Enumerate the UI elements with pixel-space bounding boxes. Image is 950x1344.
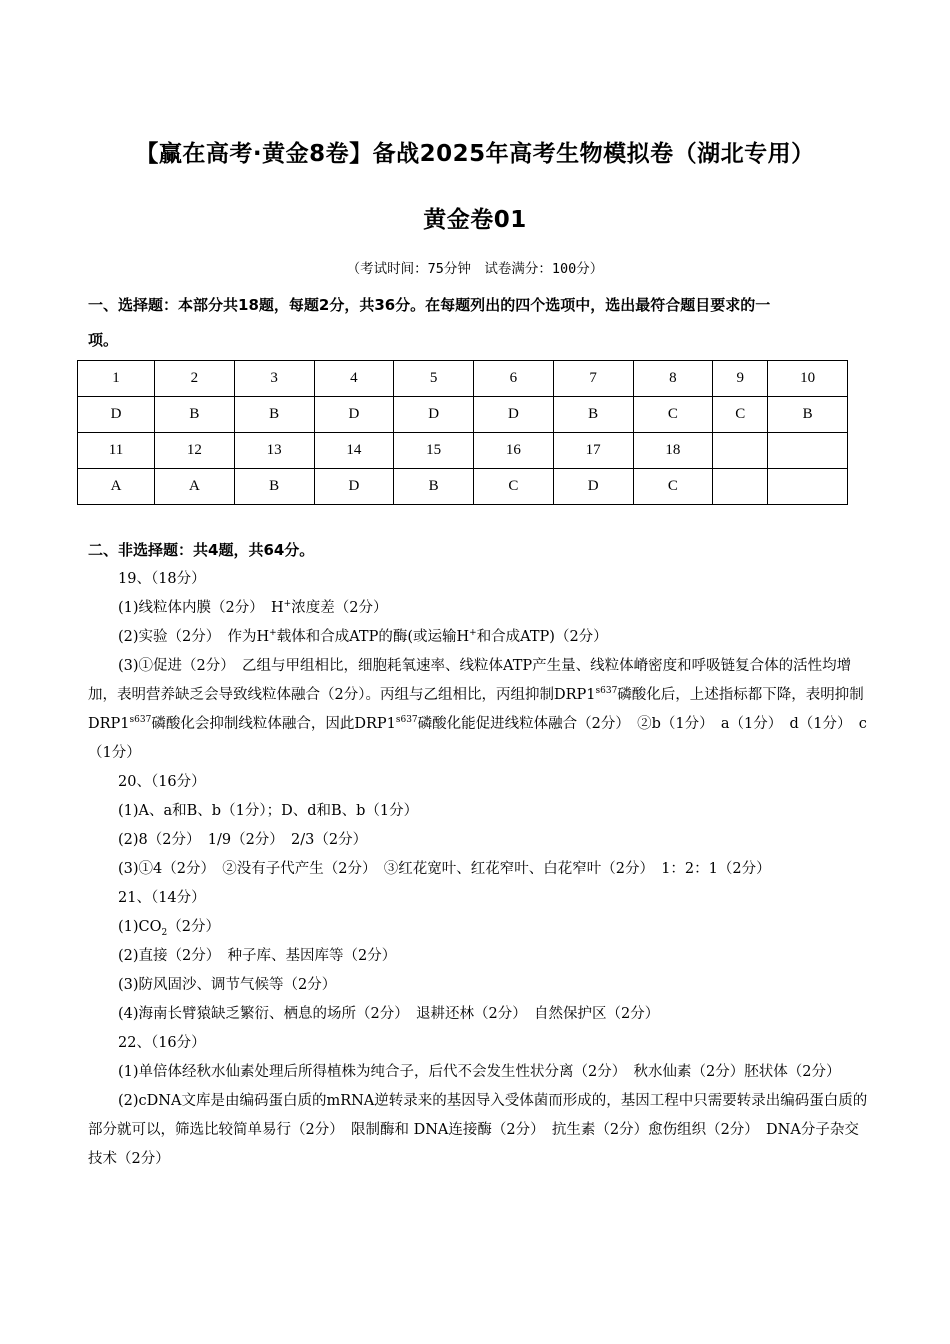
- answer-cell: A: [155, 469, 235, 505]
- answer-cell: C: [713, 397, 768, 433]
- question-number-cell: 5: [394, 361, 474, 397]
- q19-heading: 19、（18分）: [118, 571, 206, 587]
- question-number-cell: 18: [633, 433, 713, 469]
- answer-cell: C: [633, 397, 713, 433]
- q22-answer-1: (1)单倍体经秋水仙素处理后所得植株为纯合子，后代不会发生性状分离（2分） 秋水仙素（2分）胚状体（2分）: [118, 1064, 841, 1080]
- section1-heading: [88, 288, 868, 358]
- table-row: [78, 397, 848, 433]
- answer-cell: B: [553, 397, 633, 433]
- question-number-cell: 11: [78, 433, 155, 469]
- section1-heading-line2: 项。: [88, 331, 119, 349]
- question-number-cell: [768, 433, 848, 469]
- question-number-cell: 8: [633, 361, 713, 397]
- page-title: 【赢在高考·黄金8卷】备战2025年高考生物模拟卷（湖北专用）: [135, 141, 815, 167]
- q21-answer-2: (2)直接（2分） 种子库、基因库等（2分）: [118, 948, 397, 964]
- question-number-cell: 3: [234, 361, 314, 397]
- q21-answer-1: $(1)CO_2(2$分）: [118, 919, 220, 938]
- answer-cell: D: [314, 397, 394, 433]
- q19-answer-1: (1)线粒体内膜（2分） H+浓度差（2分）: [118, 599, 388, 616]
- q20-answer-1: (1)A、a和B、b（1分）；D、d和B、b（1分）: [118, 803, 419, 819]
- answer-cell: [768, 469, 848, 505]
- q19-answer-2: (2)实验（2分） 作为H+载体和合成ATP的酶(或运输H+和合成ATP)（2分）: [118, 628, 608, 645]
- answer-cell: A: [78, 469, 155, 505]
- question-number-cell: 2: [155, 361, 235, 397]
- table-row: [78, 433, 848, 469]
- answer-cell: B: [234, 469, 314, 505]
- question-number-cell: [713, 433, 768, 469]
- exam-info: （考试时间：75分钟 试卷满分：100分）: [346, 261, 604, 277]
- answer-cell: D: [314, 469, 394, 505]
- answer-cell: [713, 469, 768, 505]
- answer-cell: D: [394, 397, 474, 433]
- question-number-cell: 13: [234, 433, 314, 469]
- question-number-cell: 9: [713, 361, 768, 397]
- answer-cell: D: [78, 397, 155, 433]
- answer-cell: D: [474, 397, 554, 433]
- question-number-cell: 10: [768, 361, 848, 397]
- q21-answer-4: (4)海南长臂猿缺乏繁衍、栖息的场所（2分） 退耕还林（2分） 自然保护区（2分）: [118, 1006, 660, 1022]
- section2-heading: 二、非选择题：共4题，共64分。: [88, 541, 315, 559]
- q22-heading: 22、（16分）: [118, 1035, 206, 1051]
- q21-answer-3: (3)防风固沙、调节气候等（2分）: [118, 977, 337, 993]
- answer-cell: B: [768, 397, 848, 433]
- section2-body: [88, 565, 868, 1174]
- answer-cell: B: [234, 397, 314, 433]
- answer-cell: C: [474, 469, 554, 505]
- table-row: [78, 361, 848, 397]
- answer-cell: B: [155, 397, 235, 433]
- q21-heading: 21、（14分）: [118, 890, 206, 906]
- question-number-cell: 4: [314, 361, 394, 397]
- page-subtitle: 黄金卷01: [423, 207, 527, 233]
- q20-answer-3: (3)①4（2分） ②没有子代产生（2分） ③红花宽叶、红花窄叶、白花窄叶（2分） 1：2：1（2分）: [118, 861, 771, 877]
- answer-cell: D: [553, 469, 633, 505]
- q20-answer-2: (2)8（2分） 1/9（2分） 2/3（2分）: [118, 832, 368, 848]
- answer-cell: C: [633, 469, 713, 505]
- answer-table: [77, 360, 848, 505]
- section1-heading-line1: 一、选择题：本部分共18题，每题2分，共36分。在每题列出的四个选项中，选出最符合题目要求的一: [88, 296, 771, 314]
- question-number-cell: 15: [394, 433, 474, 469]
- question-number-cell: 16: [474, 433, 554, 469]
- question-number-cell: 7: [553, 361, 633, 397]
- q19-answer-3: (3)①促进（2分） 乙组与甲组相比，细胞耗氧速率、线粒体ATP产生量、线粒体嵴密度和呼吸链复合体的活性均增加，表明营养缺乏会导致线粒体融合（2分）。丙组与乙组相比，丙组抑制$DRP1^{s637}$磷酸化后，上述指标都下降，表明抑制$DRP1^{s637}$磷酸化会抑制线粒体融合，因此$DRP1^{s637}$磷酸化能促进线粒体融合（2分） ②b（1分） a（1分） d（1分） c（1分）: [88, 658, 867, 761]
- question-number-cell: 17: [553, 433, 633, 469]
- q22-answer-2: (2)cDNA文库是由编码蛋白质的mRNA逆转录来的基因导入受体菌而形成的，基因工程中只需要转录出编码蛋白质的部分就可以，筛选比较简单易行（2分） 限制酶和 DNA连接酶（2分） 抗生素（2分）愈伤组织（2分） DNA分子杂交技术（2分）: [88, 1093, 868, 1167]
- question-number-cell: 6: [474, 361, 554, 397]
- question-number-cell: 1: [78, 361, 155, 397]
- question-number-cell: 12: [155, 433, 235, 469]
- answer-cell: B: [394, 469, 474, 505]
- table-row: [78, 469, 848, 505]
- q20-heading: 20、（16分）: [118, 774, 206, 790]
- question-number-cell: 14: [314, 433, 394, 469]
